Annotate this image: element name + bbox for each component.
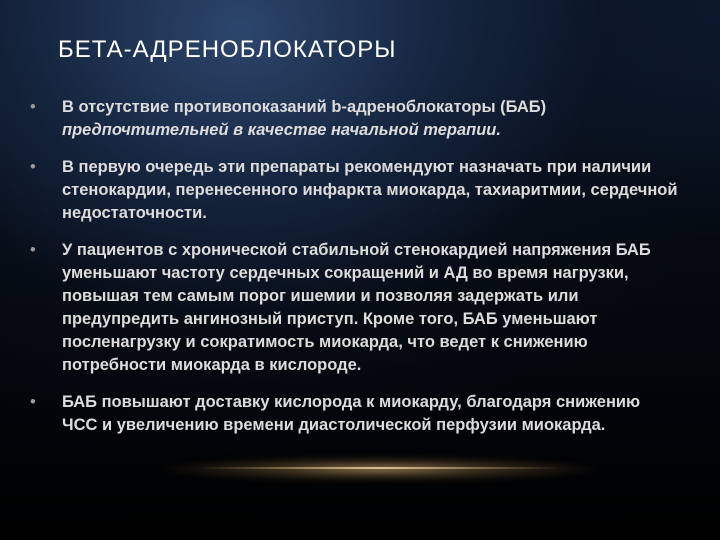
bullet-text: У пациентов с хронической стабильной стенокардией напряжения БАБ уменьшают частоту сердечных сокращений и АД во время нагрузки, повышая тем самым порог ишемии и позволяя задержать или предупредить ангинозный приступ. Кроме того, БАБ уменьшают посленагрузку и сократимость миокарда, что ведет к снижению потребности миокарда в кислороде. [62,241,651,374]
bullet-item [30,391,680,437]
bullet-item [30,96,680,142]
bullet-italic-text: предпочтительней в качестве начальной терапии. [62,121,501,139]
bullet-dot-icon: • [30,98,36,116]
decorative-glow [150,456,610,482]
bullet-dot-icon: • [30,158,36,176]
bullet-item [30,156,680,225]
bullet-dot-icon: • [30,241,36,259]
bullet-text: БАБ повышают доставку кислорода к миокарду, благодаря снижению ЧСС и увеличению времени диастолической перфузии миокарда. [62,393,641,434]
bullet-text: В первую очередь эти препараты рекомендуют назначать при наличии стенокардии, перенесенного инфаркта миокарда, тахиаритмии, сердечной недостаточности. [62,158,678,222]
bullet-text: В отсутствие противопоказаний b-адреноблокаторы (БАБ) [62,98,547,116]
bullet-list [30,96,680,451]
slide-title: БЕТА-АДРЕНОБЛОКАТОРЫ [58,36,397,63]
bullet-dot-icon: • [30,393,36,411]
bullet-item [30,239,680,377]
decorative-glow-line [200,467,560,469]
